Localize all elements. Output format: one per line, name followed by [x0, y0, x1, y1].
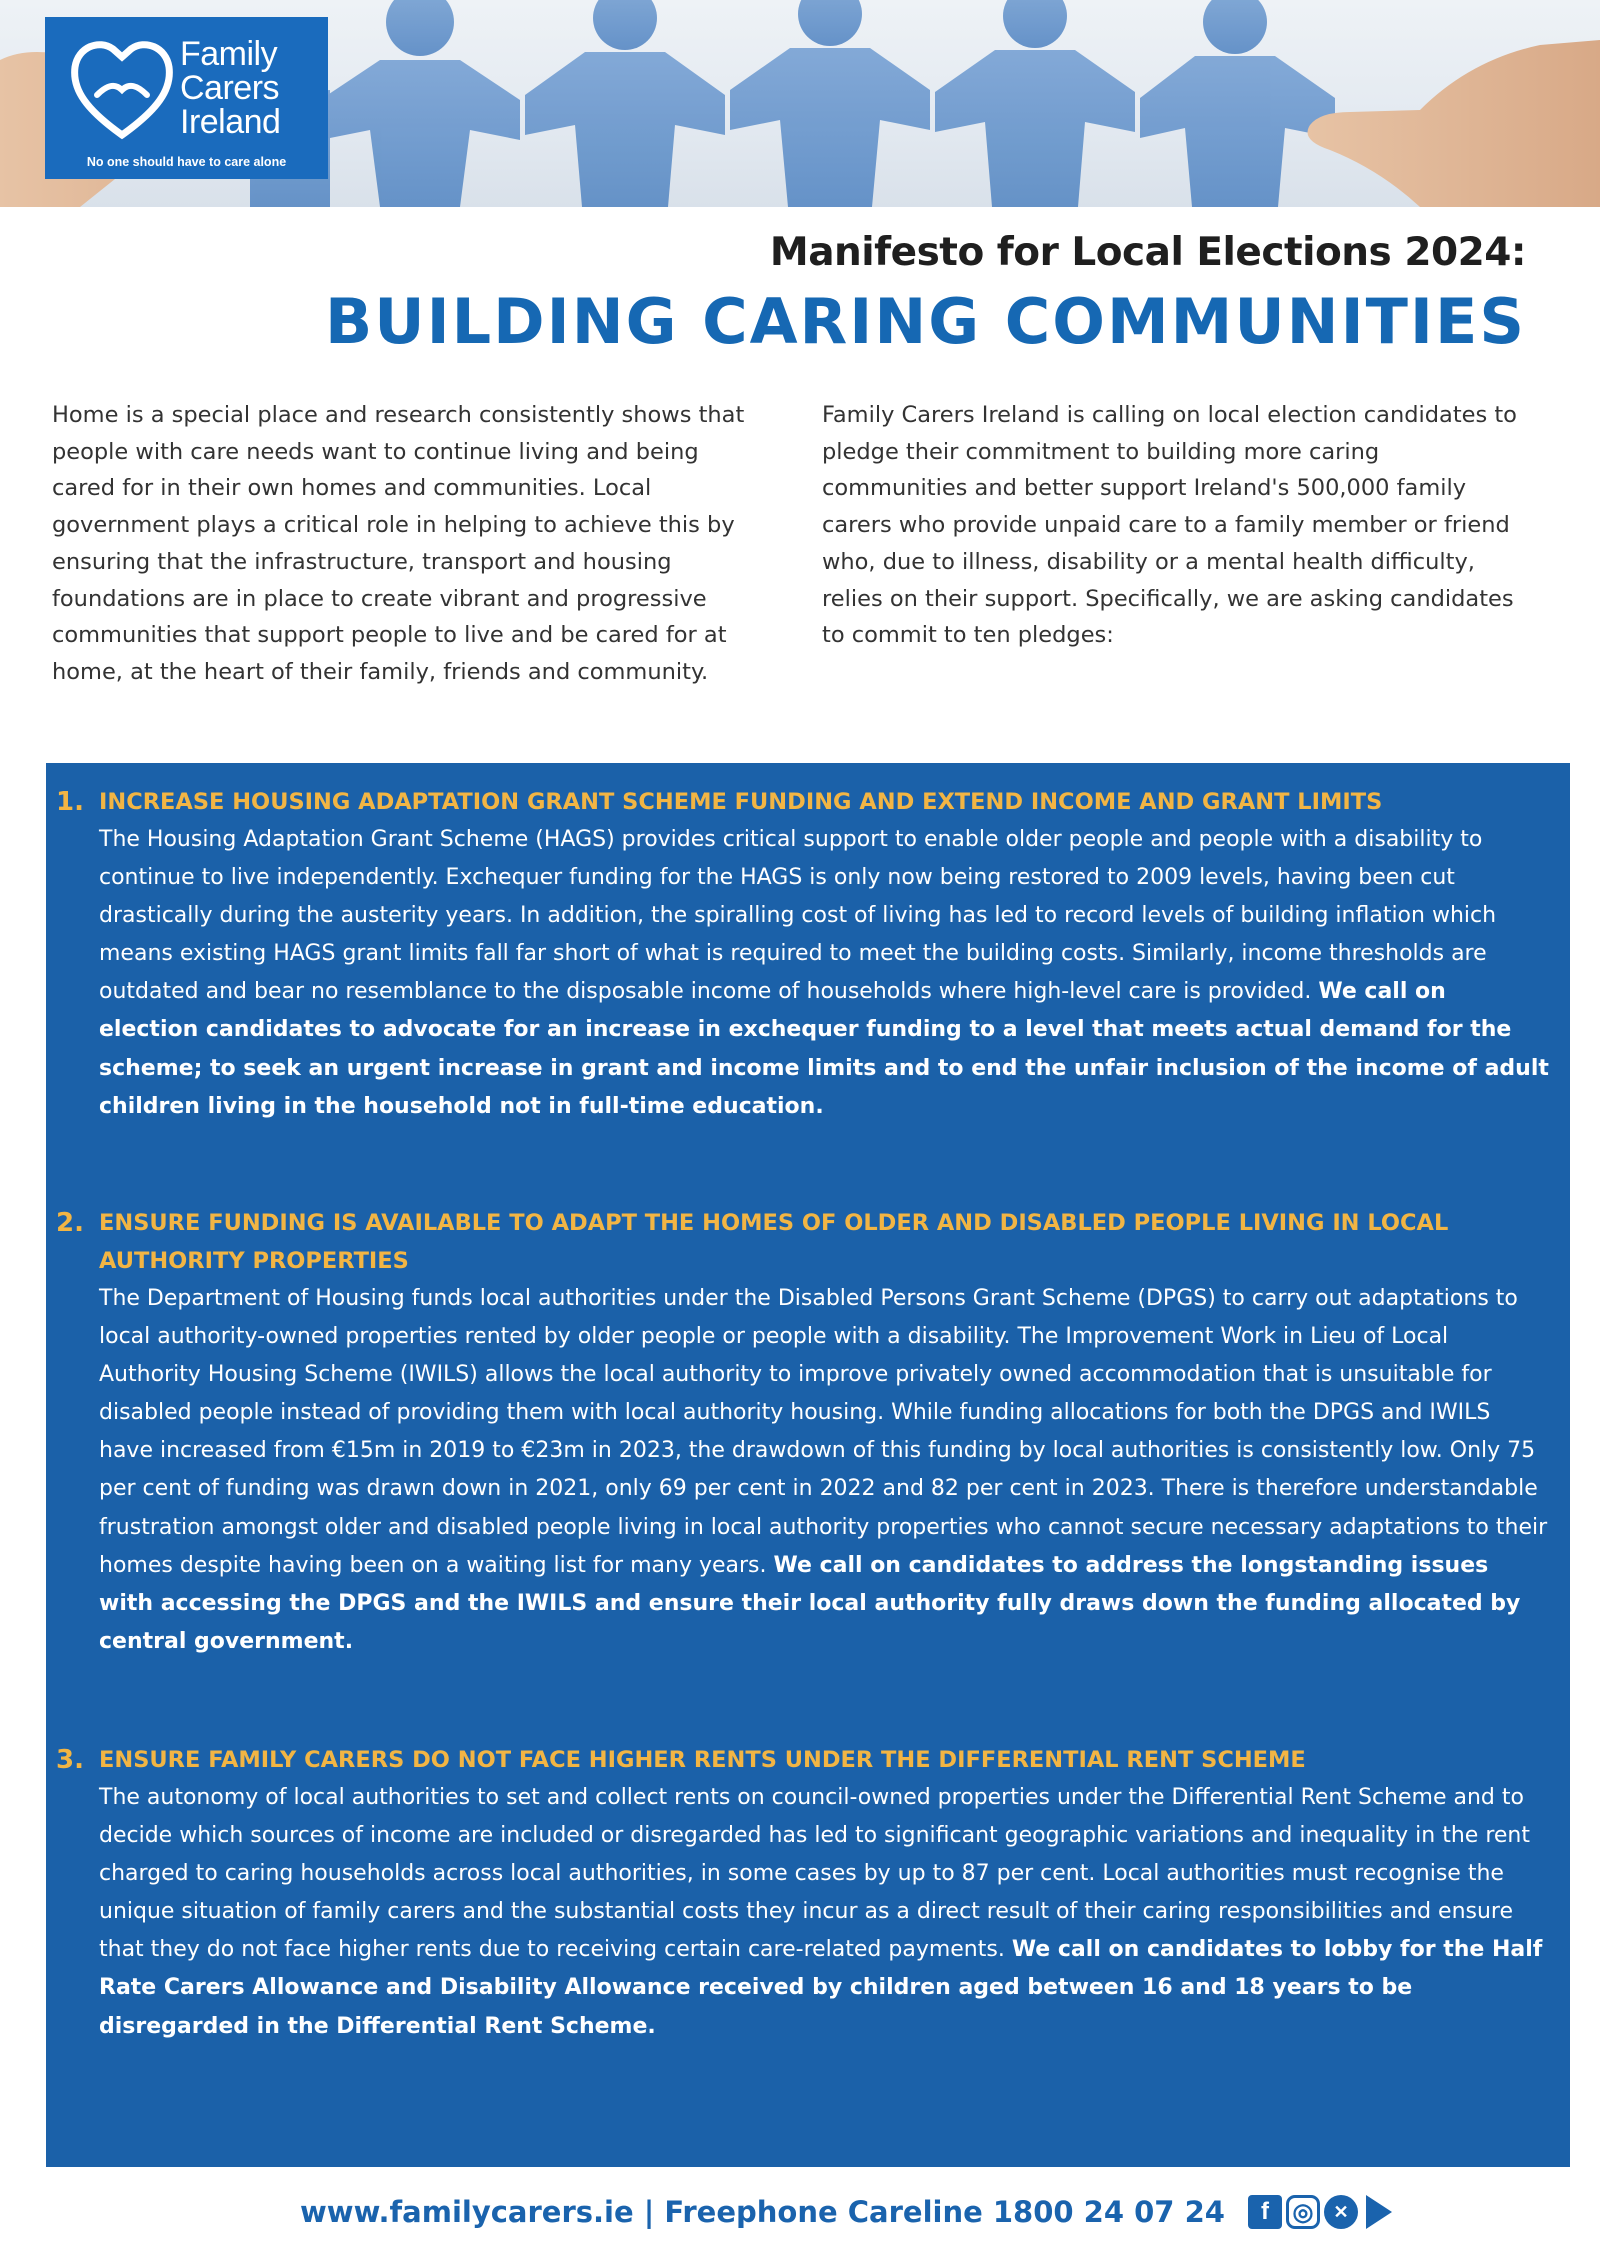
pledge-number: 2.	[56, 1208, 84, 1238]
facebook-icon[interactable]: f	[1248, 2195, 1282, 2229]
pledge-call-to-action: We call on election candidates to advocate for an increase in exchequer funding to a level that meets actual demand for the scheme; to seek an urgent increase in grant and income limits and to end the unfair inclusion of the income of adult children living in the household not in full-time education.	[99, 979, 1549, 1119]
right-hand-shape	[1308, 40, 1600, 207]
logo-brand-name: Family Carers Ireland	[180, 35, 281, 141]
intro-left-paragraph: Home is a special place and research consistently shows that people with care needs want to continue living and being cared for in their own homes and communities. Local government plays a critical role in helping to achieve this by ensuring that the infrastructure, transport and housing foundations are in place to create vibrant and progressive communities that support people to live and be cared for at home, at the heart of their family, friends and community.	[52, 402, 745, 685]
pledge-3	[46, 1741, 1570, 2046]
youtube-icon[interactable]	[1366, 2195, 1392, 2229]
social-links	[1248, 2195, 1392, 2235]
instagram-icon[interactable]: ◎	[1286, 2195, 1320, 2229]
pledge-title: ENSURE FAMILY CARERS DO NOT FACE HIGHER RENTS UNDER THE DIFFERENTIAL RENT SCHEME	[99, 1747, 1306, 1773]
pledge-call-to-action: We call on candidates to address the longstanding issues with accessing the DPGS and the IWILS and ensure their local authority fully draws down the funding allocated by central government.	[99, 1552, 1521, 1654]
pledge-body: The Housing Adaptation Grant Scheme (HAGS) provides critical support to enable older people and people with a disability to continue to live independently. Exchequer funding for the HAGS is only now being restored to 2009 levels, having been cut drastically during the austerity years. In addition, the spiralling cost of living has led to record levels of building inflation which means existing HAGS grant limits fall far short of what is required to meet the building costs. Similarly, income thresholds are outdated and bear no resemblance to the disposable income of households where high-level care is provided. We call on election candidates to advocate for an increase in exchequer funding to a level that meets actual demand for the scheme; to seek an urgent increase in grant and income limits and to end the unfair inclusion of the income of adult children living in the household not in full-time education.	[99, 827, 1549, 1119]
page-title: BUILDING CARING COMMUNITIES	[325, 285, 1526, 358]
family-carers-ireland-logo[interactable]	[45, 17, 328, 179]
heart-logo-icon	[67, 35, 177, 145]
page-subtitle: Manifesto for Local Elections 2024:	[769, 230, 1526, 275]
logo-tagline: No one should have to care alone	[86, 155, 287, 169]
pledge-number: 1.	[56, 787, 84, 817]
pledge-title: ENSURE FUNDING IS AVAILABLE TO ADAPT THE HOMES OF OLDER AND DISABLED PEOPLE LIVING IN LOCAL AUTHORITY PROPERTIES	[99, 1210, 1449, 1274]
pledge-2	[46, 1204, 1570, 1661]
pledge-body: The Department of Housing funds local authorities under the Disabled Persons Grant Scheme (DPGS) to carry out adaptations to local authority-owned properties rented by older people or people with a disability. The Improvement Work in Lieu of Local Authority Housing Scheme (IWILS) allows the local authority to improve privately owned accommodation that is unsuitable for disabled people instead of providing them with local authority housing. While funding allocations for both the DPGS and IWILS have increased from €15m in 2019 to €23m in 2023, the drawdown of this funding by local authorities is consistently low. Only 75 per cent of funding was drawn down in 2021, only 69 per cent in 2022 and 82 per cent in 2023. There is therefore understandable frustration amongst older and disabled people living in local authority properties who cannot secure necessary adaptations to their homes despite having been on a waiting list for many years. We call on candidates to address the longstanding issues with accessing the DPGS and the IWILS and ensure their local authority fully draws down the funding allocated by central government.	[99, 1286, 1548, 1654]
intro-right-paragraph: Family Carers Ireland is calling on local election candidates to pledge their commitment to building more caring communities and better support Ireland's 500,000 family carers who provide unpaid care to a family member or friend who, due to illness, disability or a mental health difficulty, relies on their support. Specifically, we are asking candidates to commit to ten pledges:	[822, 402, 1517, 649]
pledge-body: The autonomy of local authorities to set and collect rents on council-owned properties under the Differential Rent Scheme and to decide which sources of income are included or disregarded has led to significant geographic variations and inequality in the rent charged to caring households across local authorities, in some cases by up to 87 per cent. Local authorities must recognise the unique situation of family carers and the substantial costs they incur as a direct result of their caring responsibilities and ensure that they do not face higher rents due to receiving certain care-related payments. We call on candidates to lobby for the Half Rate Carers Allowance and Disability Allowance received by children aged between 16 and 18 years to be disregarded in the Differential Rent Scheme.	[99, 1785, 1543, 2039]
pledge-1	[46, 783, 1570, 1126]
header-banner	[0, 0, 1600, 207]
pledge-title: INCREASE HOUSING ADAPTATION GRANT SCHEME FUNDING AND EXTEND INCOME AND GRANT LIMITS	[99, 789, 1383, 815]
pledges-panel	[46, 763, 1570, 2167]
footer-contact[interactable]: www.familycarers.ie | Freephone Careline 1800 24 07 24	[300, 2195, 1225, 2229]
pledge-call-to-action: We call on candidates to lobby for the Half Rate Carers Allowance and Disability Allowance received by children aged between 16 and 18 years to be disregarded in the Differential Rent Scheme.	[99, 1937, 1543, 2039]
x-icon[interactable]: ✕	[1324, 2195, 1358, 2229]
pledge-number: 3.	[56, 1745, 84, 1775]
